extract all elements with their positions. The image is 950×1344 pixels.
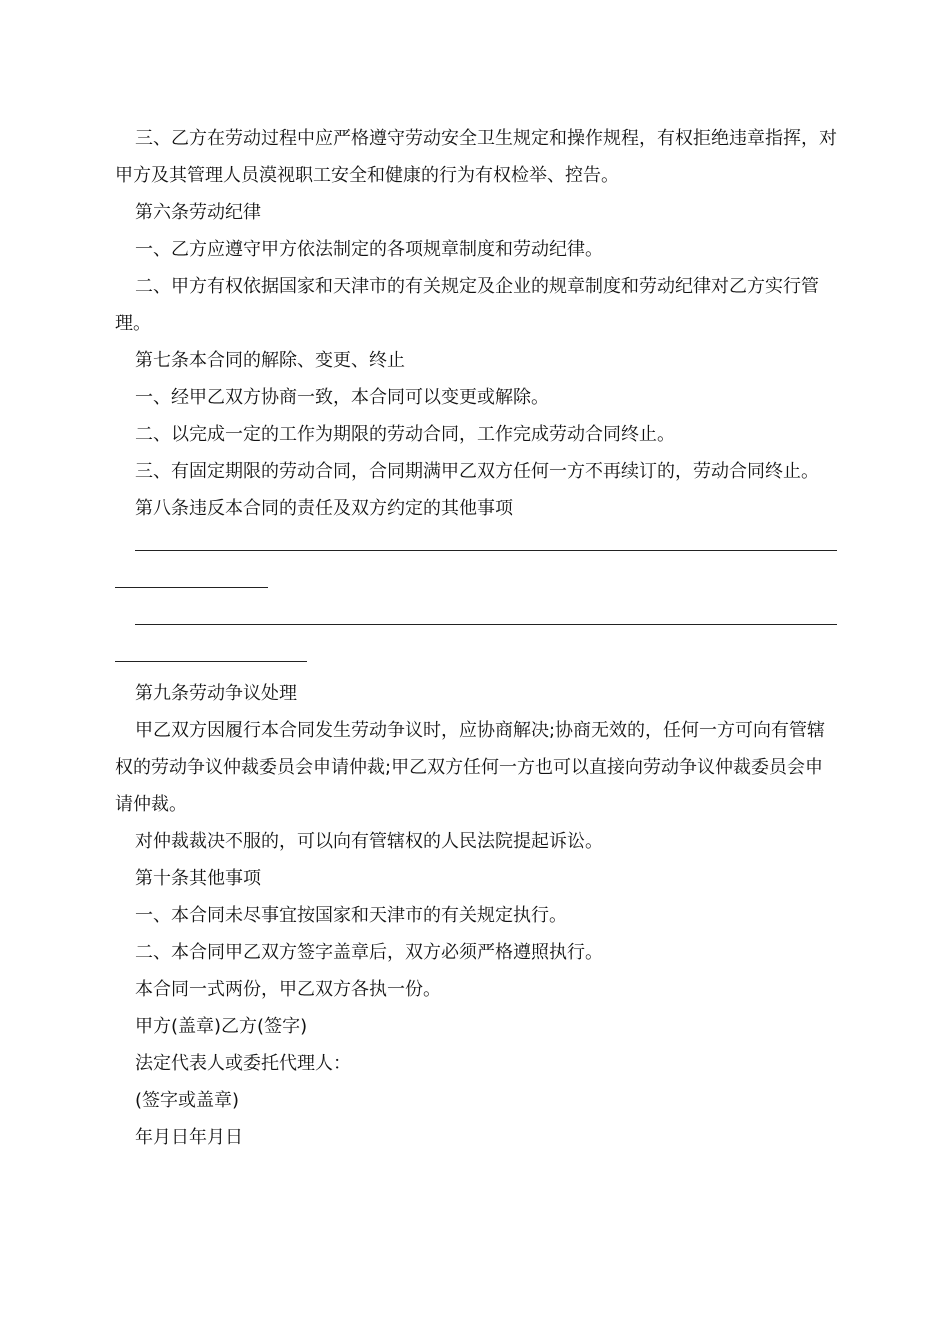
heading-article-7: 第七条本合同的解除、变更、终止 (135, 350, 405, 371)
paragraph-article-9-dispute: 甲乙双方因履行本合同发生劳动争议时，应协商解决;协商无效的，任何一方可向有管辖权的劳动争议仲裁委员会申请仲裁;甲乙双方任何一方也可以直接向劳动争议仲裁委员会申请仲裁。 (115, 720, 826, 815)
blank-underline (115, 661, 307, 662)
signature-representative-label: 法定代表人或委托代理人： (135, 1053, 351, 1074)
paragraph-article-7-clause-2: 二、以完成一定的工作为期限的劳动合同，工作完成劳动合同终止。 (135, 424, 675, 445)
fill-in-blank-line-2 (115, 601, 837, 675)
paragraph-clause-3-safety: 三、乙方在劳动过程中应严格遵守劳动安全卫生规定和操作规程，有权拒绝违章指挥，对甲方及其管理人员漠视职工安全和健康的行为有权检举、控告。 (115, 128, 837, 186)
document-body (115, 120, 837, 1156)
signature-date-line: 年月日年月日 (135, 1127, 243, 1148)
paragraph-article-10-clause-2: 二、本合同甲乙双方签字盖章后，双方必须严格遵照执行。 (135, 942, 603, 963)
blank-underline (135, 624, 837, 625)
paragraph-article-6-clause-2: 二、甲方有权依据国家和天津市的有关规定及企业的规章制度和劳动纪律对乙方实行管理。 (115, 276, 819, 334)
paragraph-article-7-clause-3: 三、有固定期限的劳动合同，合同期满甲乙双方任何一方不再续订的，劳动合同终止。 (135, 461, 819, 482)
paragraph-article-7-clause-1: 一、经甲乙双方协商一致，本合同可以变更或解除。 (135, 387, 549, 408)
paragraph-article-10-clause-1: 一、本合同未尽事宜按国家和天津市的有关规定执行。 (135, 905, 567, 926)
blank-underline (115, 587, 268, 588)
fill-in-blank-line-1 (115, 527, 837, 601)
heading-article-10: 第十条其他事项 (135, 868, 261, 889)
paragraph-article-6-clause-1: 一、乙方应遵守甲方依法制定的各项规章制度和劳动纪律。 (135, 239, 603, 260)
signature-seal-note: (签字或盖章) (135, 1090, 240, 1111)
heading-article-9: 第九条劳动争议处理 (135, 683, 297, 704)
heading-article-6: 第六条劳动纪律 (135, 202, 261, 223)
paragraph-article-9-litigation: 对仲裁裁决不服的，可以向有管辖权的人民法院提起诉讼。 (135, 831, 603, 852)
signature-party-labels: 甲方(盖章)乙方(签字) (135, 1016, 308, 1037)
blank-underline (135, 550, 837, 551)
heading-article-8: 第八条违反本合同的责任及双方约定的其他事项 (135, 498, 513, 519)
paragraph-copies: 本合同一式两份，甲乙双方各执一份。 (135, 979, 441, 1000)
